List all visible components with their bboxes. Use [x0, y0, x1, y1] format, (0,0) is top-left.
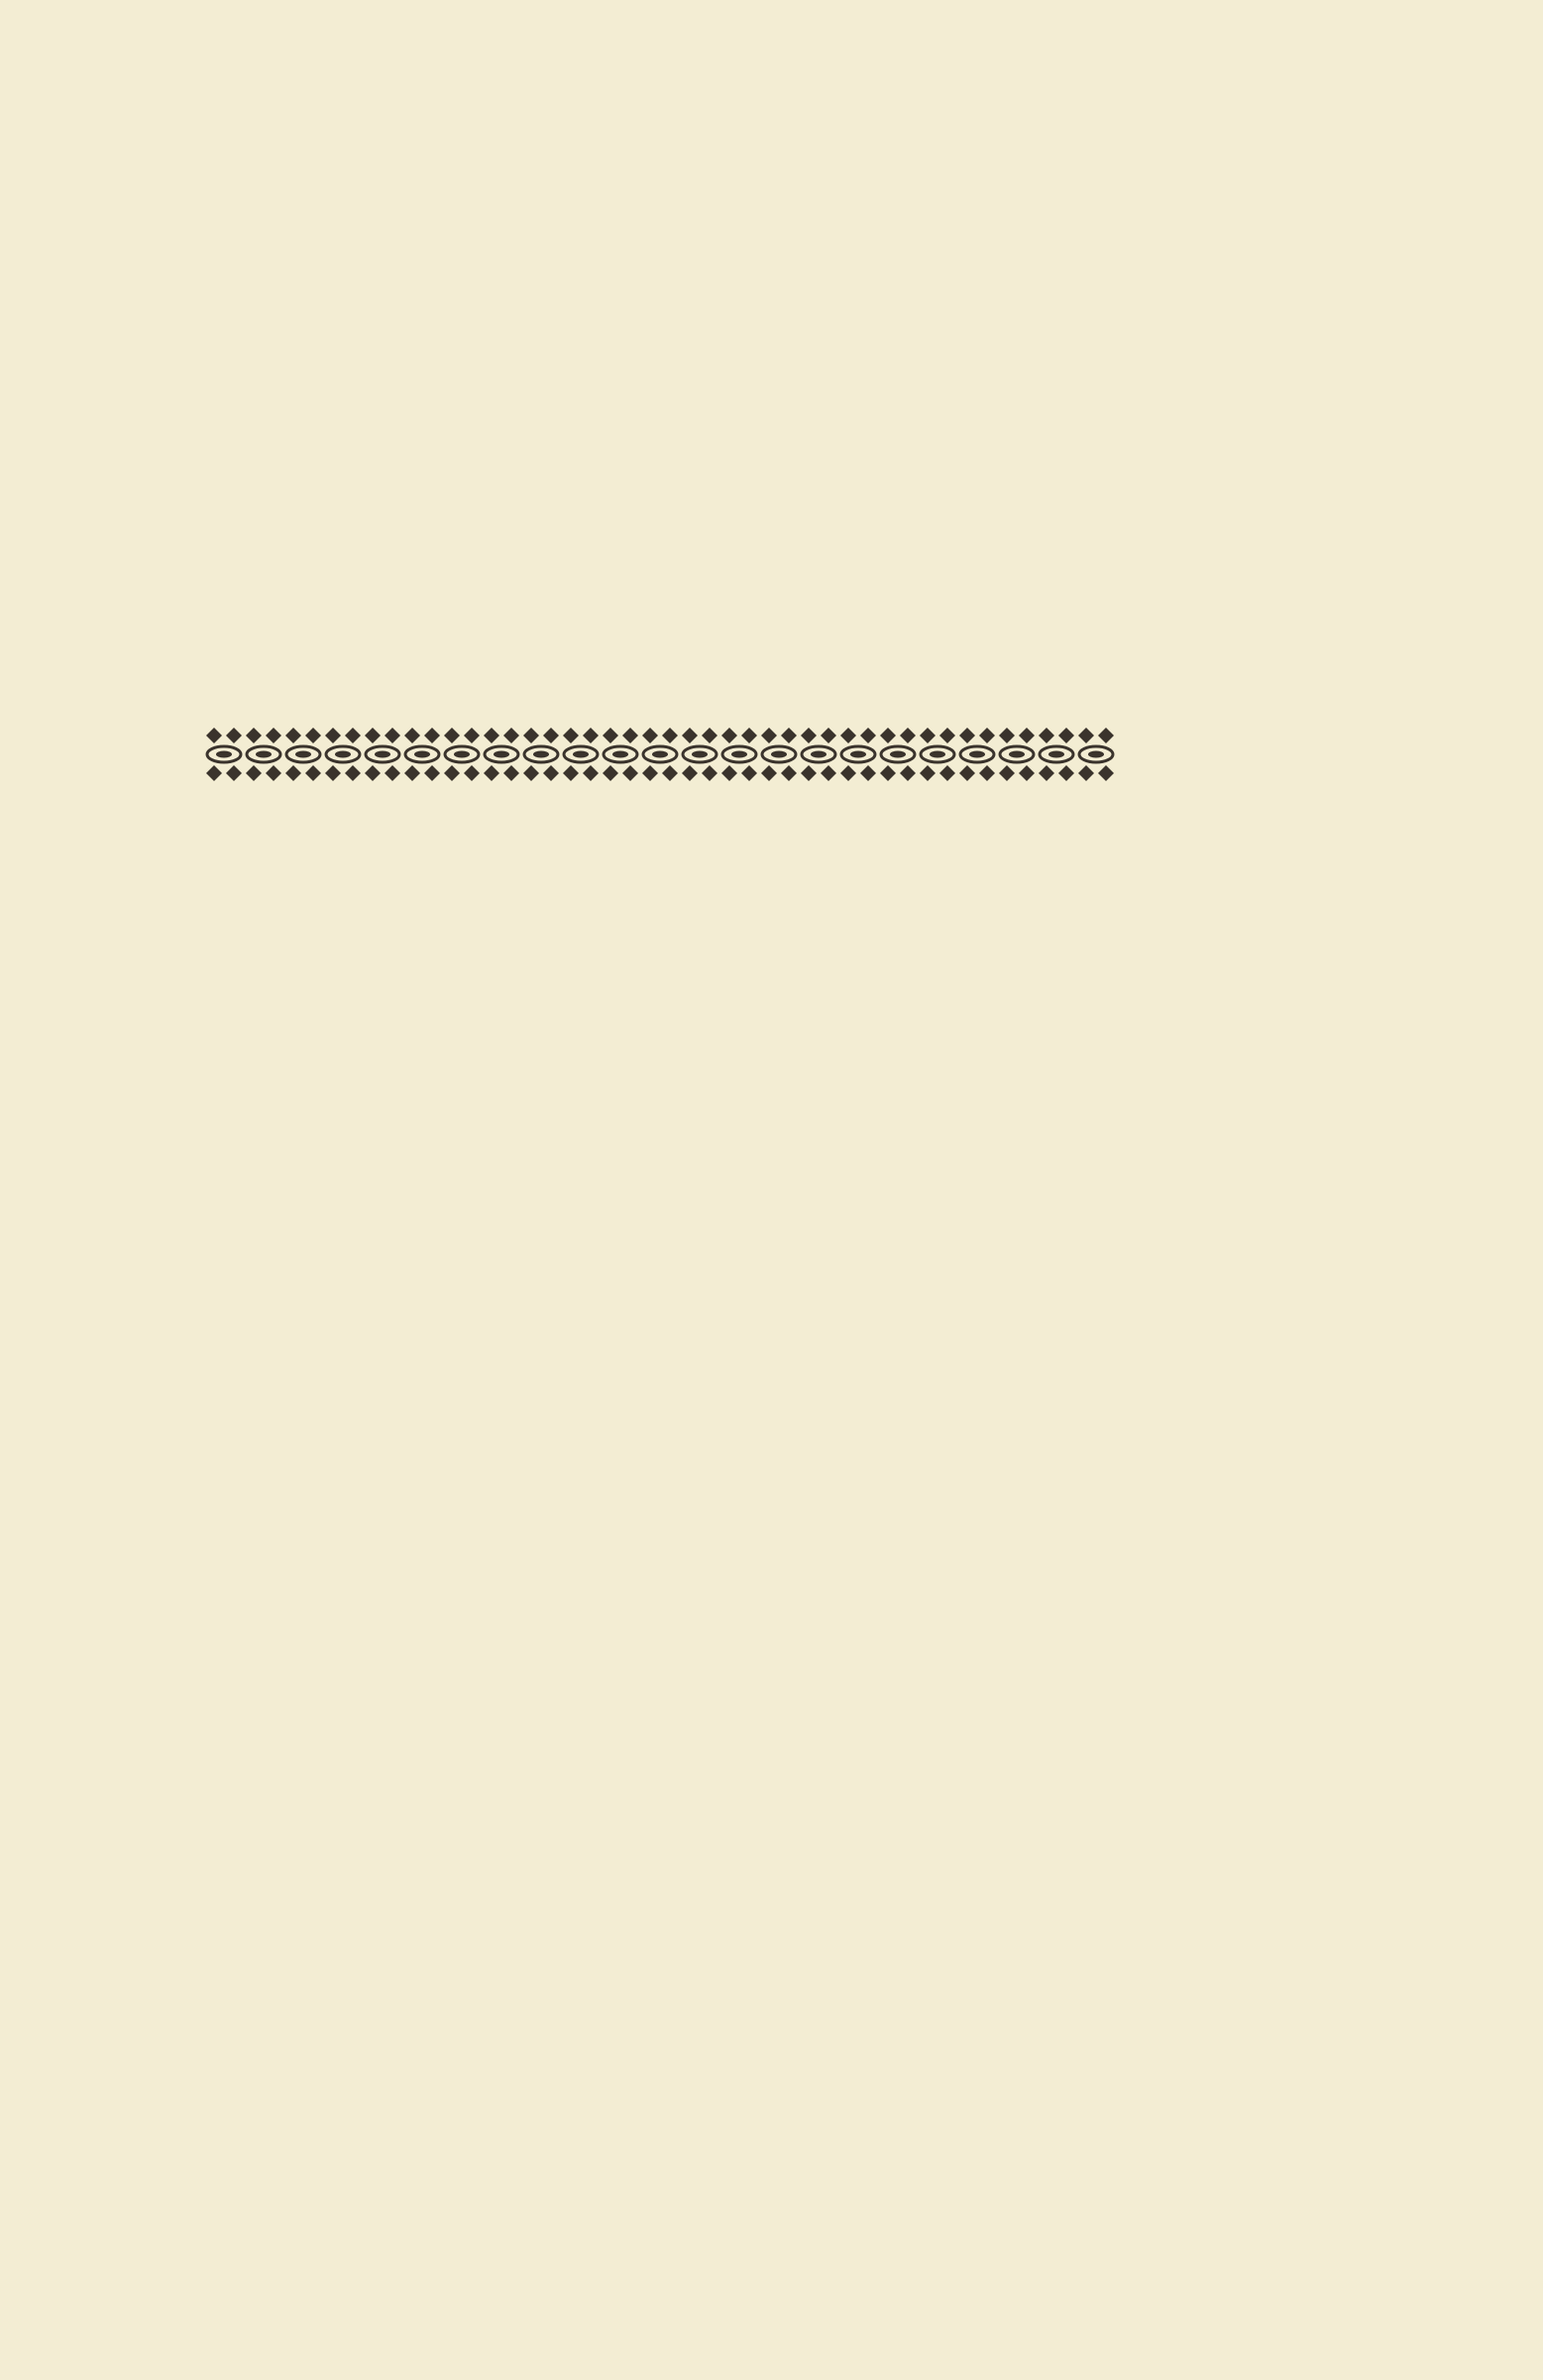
running-header [184, 293, 1136, 353]
decorative-ornament-band [204, 726, 1116, 783]
